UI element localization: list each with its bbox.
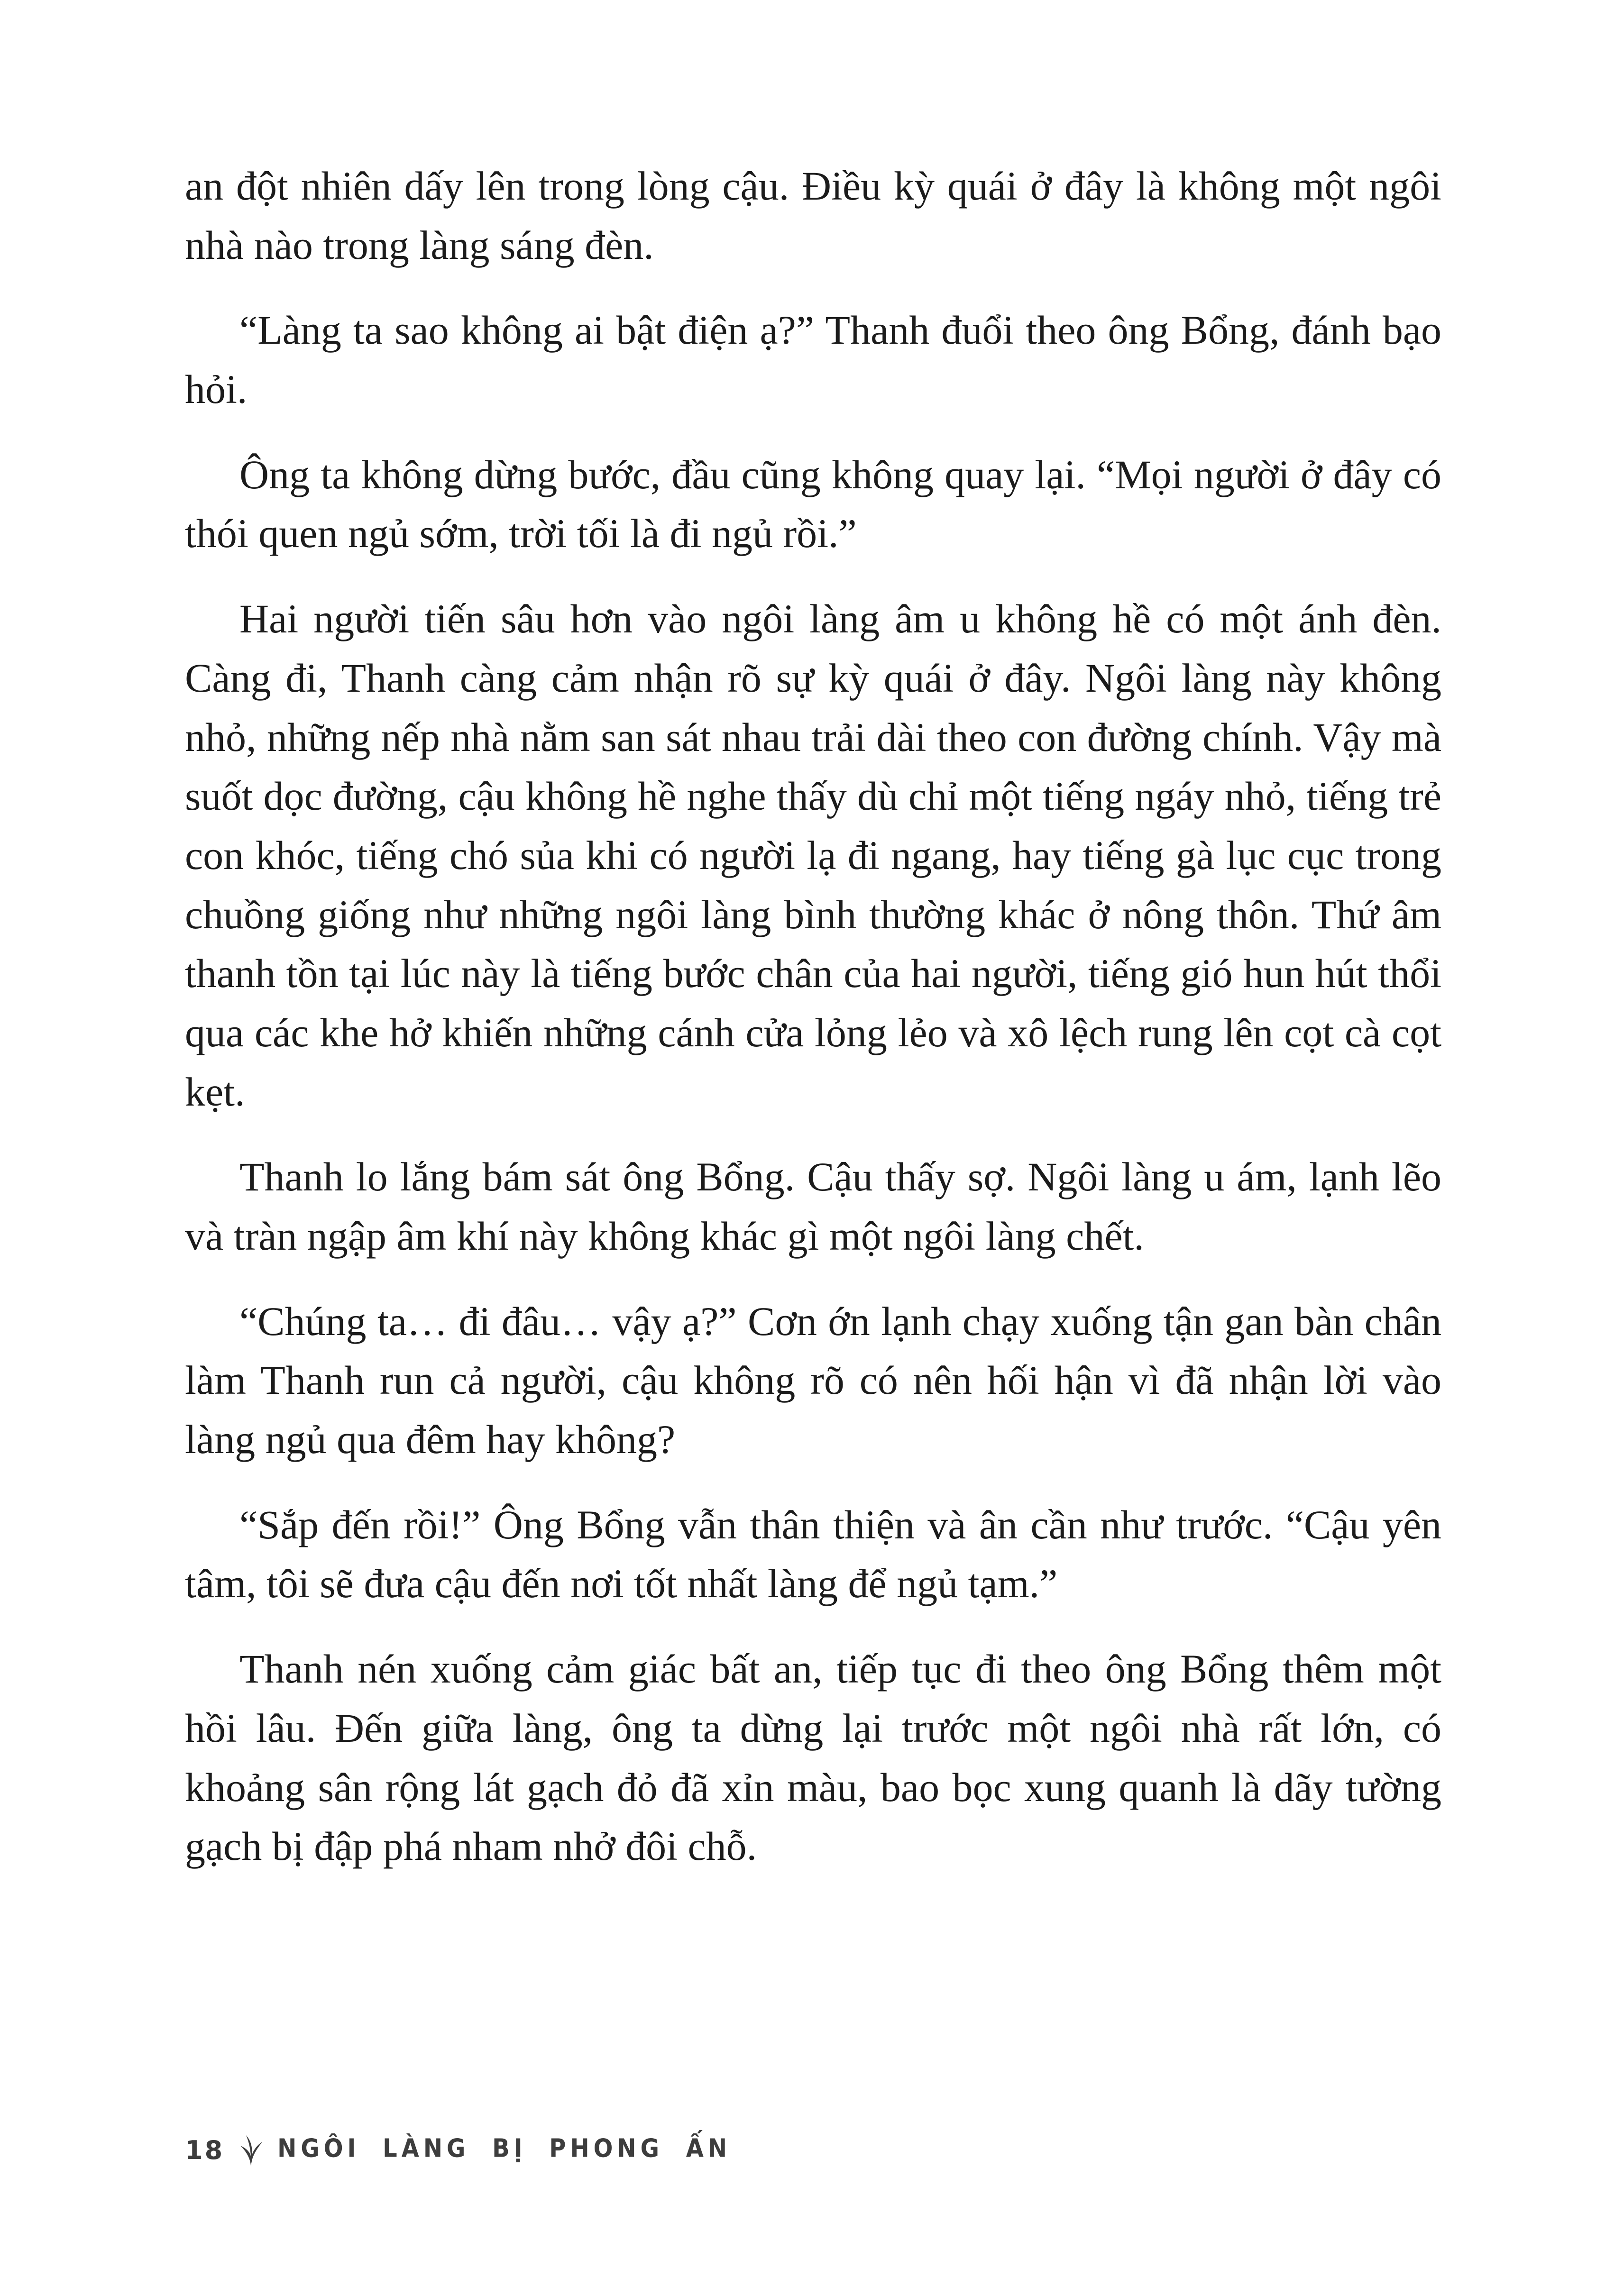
running-title: NGÔI LÀNG BỊ PHONG ẤN — [277, 2133, 732, 2163]
body-text — [185, 156, 1441, 1902]
page-footer — [185, 2133, 731, 2167]
paragraph: “Làng ta sao không ai bật điện ạ?” Thanh đuổi theo ông Bổng, đánh bạo hỏi. — [185, 307, 1441, 412]
plant-icon — [239, 2133, 263, 2167]
page-number: 18 — [185, 2135, 225, 2165]
paragraph: an đột nhiên dấy lên trong lòng cậu. Điều kỳ quái ở đây là không một ngôi nhà nào trong làng sáng đèn. — [185, 163, 1441, 268]
paragraph: Ông ta không dừng bước, đầu cũng không quay lại. “Mọi người ở đây có thói quen ngủ sớm, trời tối là đi ngủ rồi.” — [185, 451, 1441, 557]
paragraph: “Chúng ta… đi đâu… vậy ạ?” Cơn ớn lạnh chạy xuống tận gan bàn chân làm Thanh run cả người, cậu không rõ có nên hối hận vì đã nhận lời vào làng ngủ qua đêm hay không? — [185, 1298, 1441, 1463]
paragraph: Hai người tiến sâu hơn vào ngôi làng âm u không hề có một ánh đèn. Càng đi, Thanh càng cảm nhận rõ sự kỳ quái ở đây. Ngôi làng này không nhỏ, những nếp nhà nằm san sát nhau trải dài theo con đường chính. Vậy mà suốt dọc đường, cậu không hề nghe thấy dù chỉ một tiếng ngáy nhỏ, tiếng trẻ con khóc, tiếng chó sủa khi có người lạ đi ngang, hay tiếng gà lục cục trong chuồng giống như những ngôi làng bình thường khác ở nông thôn. Thứ âm thanh tồn tại lúc này là tiếng bước chân của hai người, tiếng gió hun hút thổi qua các khe hở khiến những cánh cửa lỏng lẻo và xô lệch rung lên cọt cà cọt kẹt. — [185, 596, 1441, 1115]
paragraph: Thanh lo lắng bám sát ông Bổng. Cậu thấy sợ. Ngôi làng u ám, lạnh lẽo và tràn ngập âm khí này không khác gì một ngôi làng chết. — [185, 1154, 1441, 1259]
paragraph: “Sắp đến rồi!” Ông Bổng vẫn thân thiện và ân cần như trước. “Cậu yên tâm, tôi sẽ đưa cậu đến nơi tốt nhất làng để ngủ tạm.” — [185, 1501, 1441, 1607]
paragraph: Thanh nén xuống cảm giác bất an, tiếp tục đi theo ông Bổng thêm một hồi lâu. Đến giữa làng, ông ta dừng lại trước một ngôi nhà rất lớn, có khoảng sân rộng lát gạch đỏ đã xỉn màu, bao bọc xung quanh là dãy tường gạch bị đập phá nham nhở đôi chỗ. — [185, 1646, 1441, 1869]
